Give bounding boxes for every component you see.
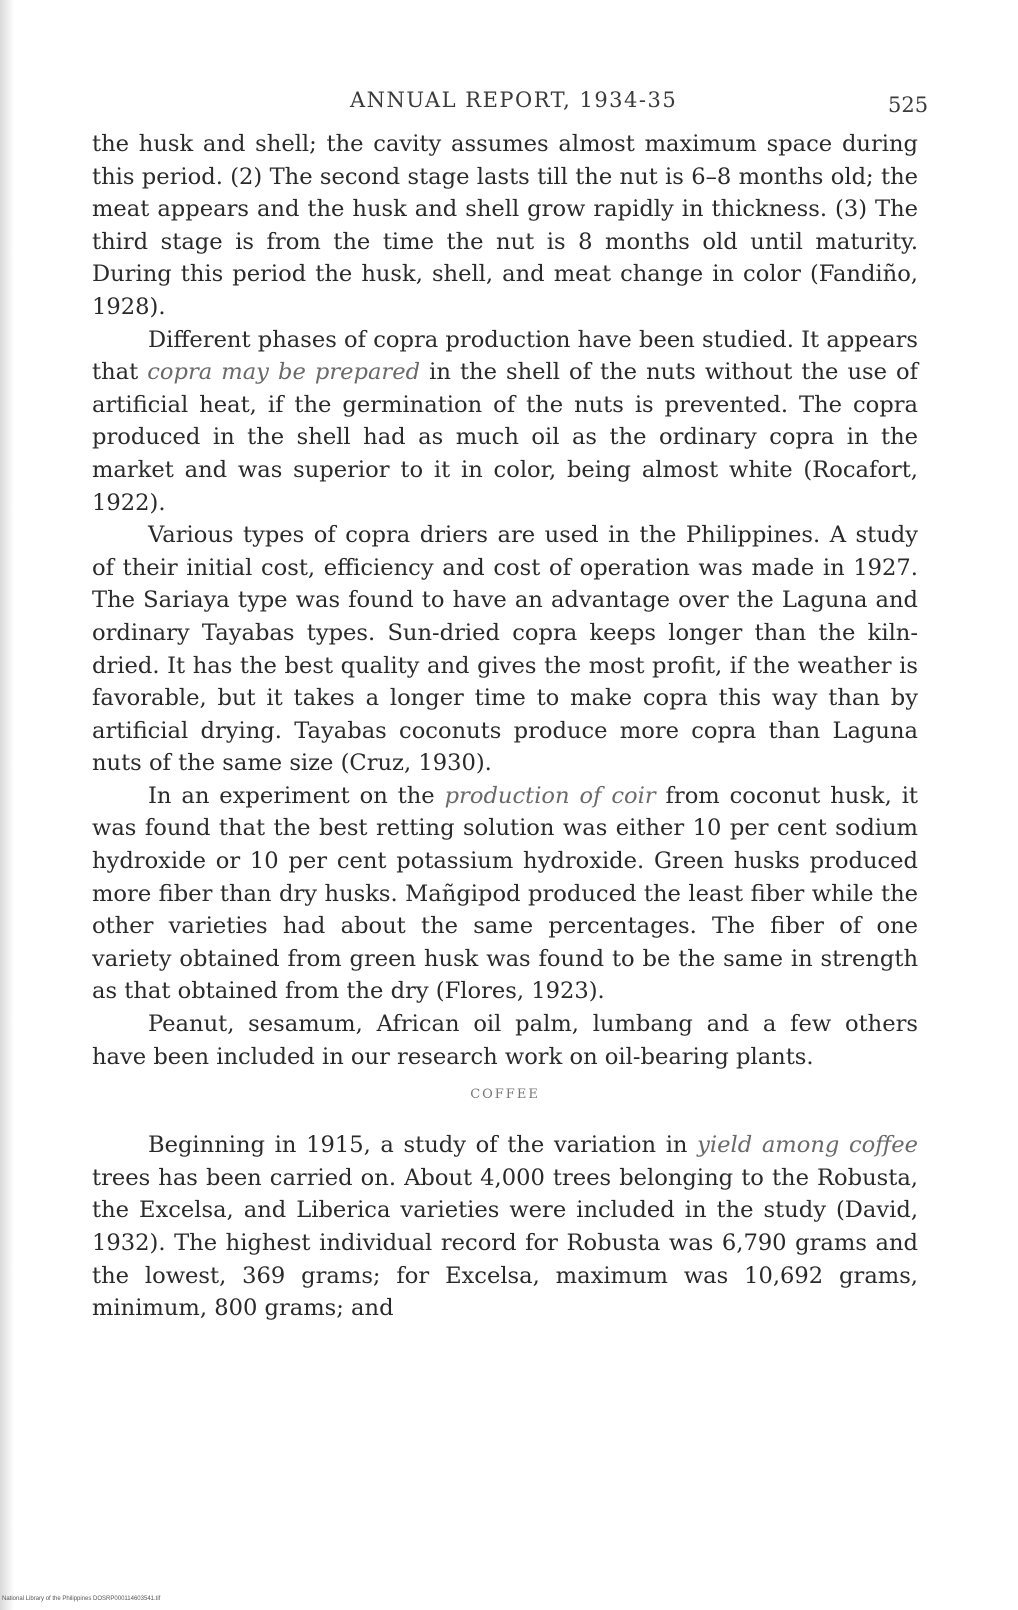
paragraph-copra-driers: Various types of copra driers are used in the Philippines. A study of their initial cost, efficiency and cost of operation was made in 1927. The Sariaya type was found to have an advantage over the Laguna and ordinary Tayabas types. Sun-dried copra keeps longer than the kiln-dried. It has the best quality and gives the most profit, if the weather is favorable, but it takes a longer time to make copra this way than by artificial drying. Tayabas coconuts produce more copra than Laguna nuts of the same size (Cruz, 1930). bbox=[92, 522, 918, 777]
paragraph-text: from coconut husk, it was found that the best retting solution was either 10 per cent sodium hydroxide or 10 per cent potassium hydroxide. Green husks produced more fiber than dry husks. Mañgipod produced the least fiber while the other varieties had about the same percentages. The fiber of one variety obtained from green husk was found to be the same in strength as that obtained from the dry (Flores, 1923). bbox=[92, 782, 918, 1005]
paragraph-text: in the shell of the nuts without the use of artificial heat, if the germination of the nuts is prevented. The copra produced in the shell had as much oil as the ordinary copra in the market and was superior to it in color, being almost white (Rocafort, 1922). bbox=[92, 359, 918, 516]
paragraph-text: Different phases of copra production have been studied. It appears that bbox=[92, 326, 918, 386]
paragraph-husk-stages: the husk and shell; the cavity assumes almost maximum space during this period. (2) The second stage lasts till the nut is 6–8 months old; the meat appears and the husk and shell grow rapidly in thickness. (3) The third stage is from the time the nut is 8 months old until maturity. During this period the husk, shell, and meat change in color (Fandiño, 1928). bbox=[92, 131, 918, 320]
section-heading-coffee: COFFEE bbox=[470, 1087, 540, 1103]
italic-phrase: copra may be prepared bbox=[147, 359, 421, 386]
paragraph-text: In an experiment on the bbox=[148, 782, 445, 809]
paragraph-coir-production bbox=[92, 780, 918, 1008]
paragraph-text: trees has been carried on. About 4,000 trees belonging to the Robusta, the Excelsa, and Liberica varieties were included in the study (David, 1932). The highest individual record for Robusta was 6,790 grams and the lowest, 369 grams; for Excelsa, maximum was 10,692 grams, minimum, 800 grams; and bbox=[92, 1164, 918, 1322]
page-header bbox=[0, 80, 1018, 120]
paragraph-coffee-yield bbox=[92, 1129, 918, 1325]
page-number: 525 bbox=[888, 93, 929, 117]
paragraph-text: Beginning in 1915, a study of the variation in bbox=[148, 1132, 698, 1159]
paragraph-copra-production bbox=[92, 324, 918, 520]
italic-phrase: production of coir bbox=[444, 782, 656, 809]
page-edge-shadow bbox=[0, 0, 14, 1610]
paragraph-oil-bearing-plants: Peanut, sesamum, African oil palm, lumbang and a few others have been included in our research work on oil-bearing plants. bbox=[92, 1011, 918, 1070]
italic-phrase: yield among coffee bbox=[697, 1132, 918, 1159]
scan-credit-footer: National Library of the Philippines DOSRP000114603541.tif bbox=[2, 1596, 161, 1602]
body-text bbox=[92, 128, 918, 1325]
running-title: ANNUAL REPORT, 1934-35 bbox=[350, 88, 678, 112]
